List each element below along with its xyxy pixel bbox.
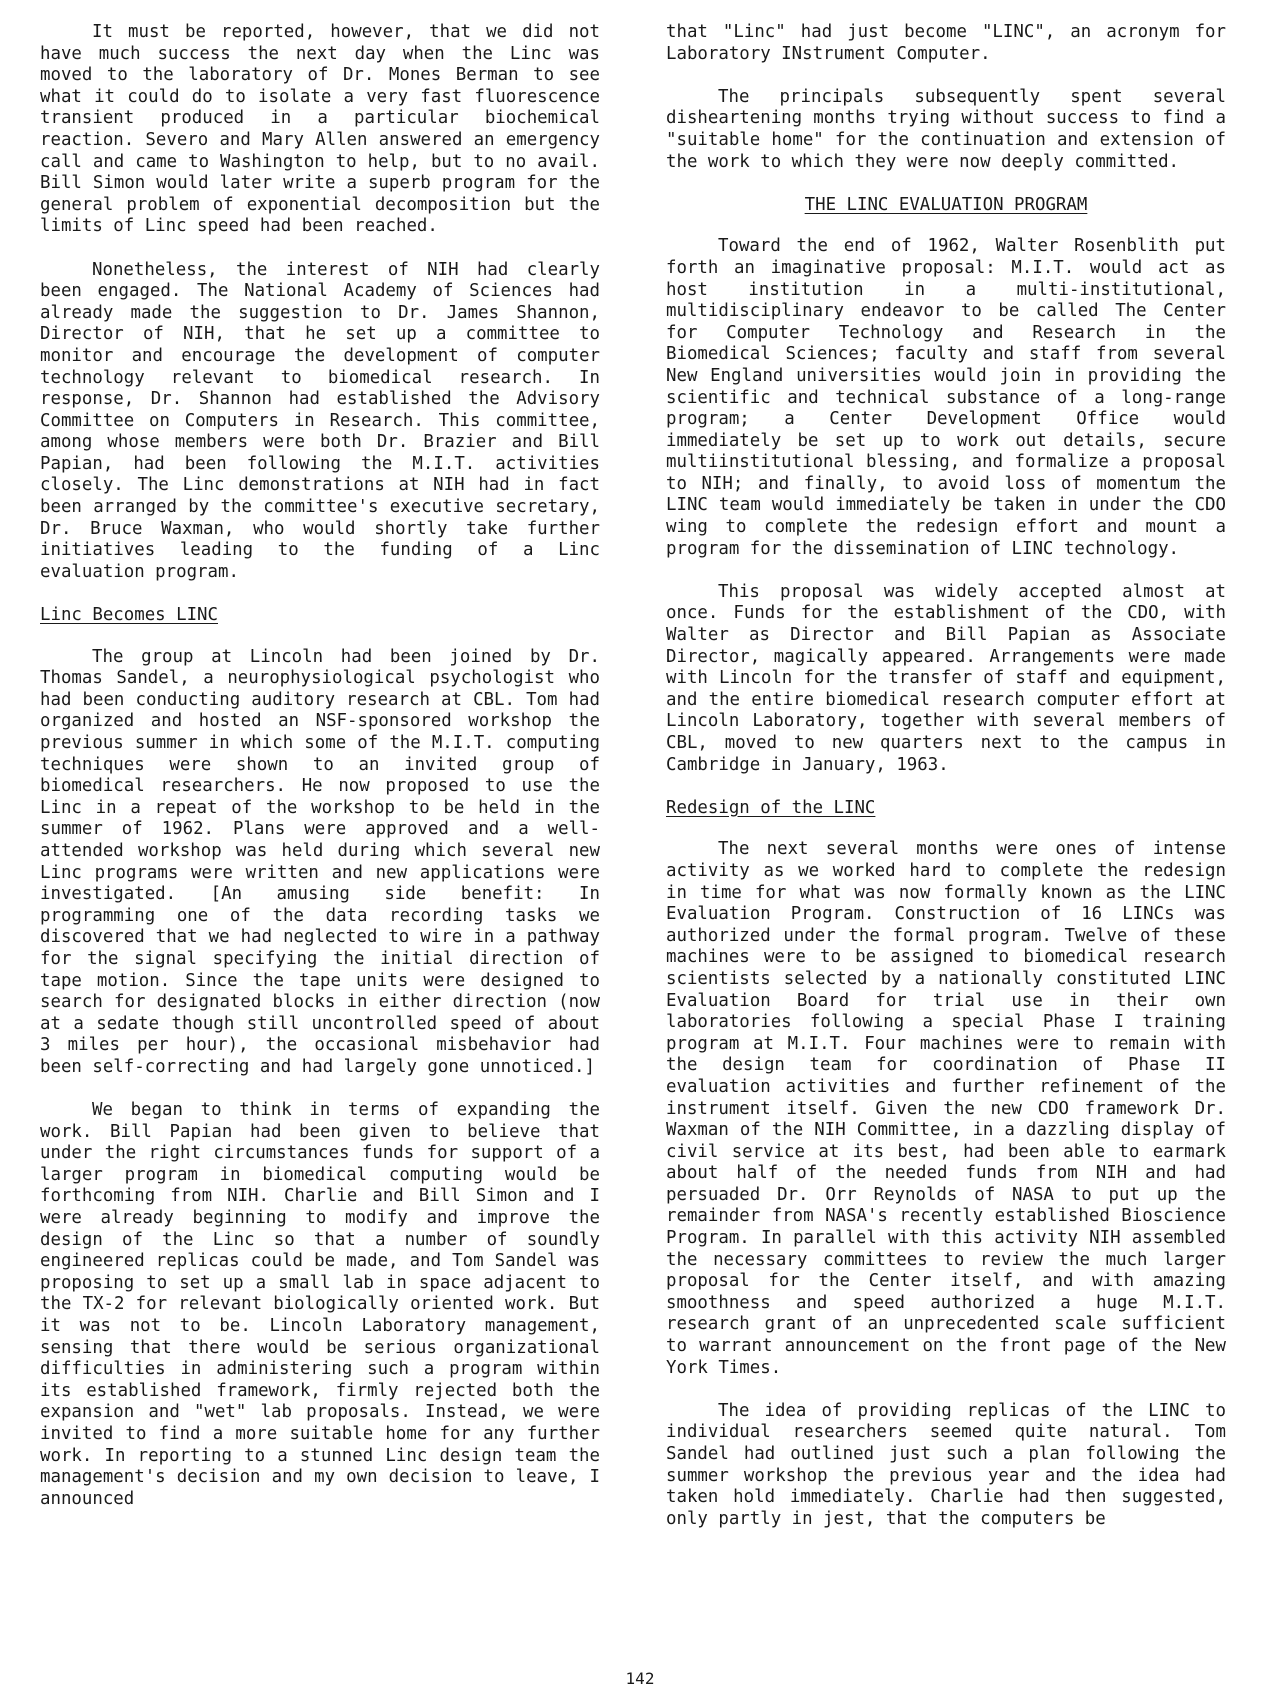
left-paragraph-2: Nonetheless, the interest of NIH had clearly been engaged. The National Academy of Sciences had already made the suggestion to Dr. James Shannon, Director of NIH, that he set up a committee to monitor and encourage the development of computer technology relevant to biomedical research. In response, Dr. Shannon had established the Advisory Committee on Computers in Research. This committee, among whose members were both Dr. Brazier and Bill Papian, had been following the M.I.T. activities closely. The Linc demonstrations at NIH had in fact been arranged by the committee's executive secretary, Dr. Bruce Waxman, who would shortly take further initiatives leading to the funding of a Linc evaluation program. <box>40 259 600 582</box>
page-number: 142 <box>625 1669 655 1688</box>
section-heading-redesign-of-the-linc: Redesign of the LINC <box>666 797 876 818</box>
right-paragraph-2: The principals subsequently spent several disheartening months trying without success to find a "suitable home" for the continuation and extension of the work to which they were now deeply committed. <box>666 86 1226 172</box>
right-column <box>666 22 1226 1552</box>
left-paragraph-1: It must be reported, however, that we did not have much success the next day when the Linc was moved to the laboratory of Dr. Mones Berman to see what it could do to isolate a very fast fluorescence transient produced in a particular biochemical reaction. Severo and Mary Allen answered an emergency call and came to Washington to help, but to no avail. Bill Simon would later write a superb program for the general problem of exponential decomposition but the limits of Linc speed had been reached. <box>40 22 600 237</box>
right-paragraph-3: Toward the end of 1962, Walter Rosenblith put forth an imaginative proposal: M.I.T. would act as host institution in a multi-institutional, multidisciplinary endeavor to be called The Center for Computer Technology and Research in the Biomedical Sciences; faculty and staff from several New England universities would join in providing the scientific and technical substance of a long-range program; a Center Development Office would immediately be set up to work out details, secure multiinstitutional blessing, and formalize a proposal to NIH; and finally, to avoid loss of momentum the LINC team would immediately be taken in under the CDO wing to complete the redesign effort and mount a program for the dissemination of LINC technology. <box>666 236 1226 559</box>
left-column <box>40 22 600 1532</box>
section-heading-linc-becomes-linc: Linc Becomes LINC <box>40 605 218 626</box>
left-paragraph-3: The group at Lincoln had been joined by Dr. Thomas Sandel, a neurophysiological psychologist who had been conducting auditory research at CBL. Tom had organized and hosted an NSF-sponsored workshop the previous summer in which some of the M.I.T. computing techniques were shown to an invited group of biomedical researchers. He now proposed to use the Linc in a repeat of the workshop to be held in the summer of 1962. Plans were approved and a well-attended workshop was held during which several new Linc programs were written and new applications were investigated. [An amusing side benefit: In programming one of the data recording tasks we discovered that we had neglected to wire in a pathway for the signal specifying the initial direction of tape motion. Since the tape units were designed to search for designated blocks in either direction (now at a sedate though still uncontrolled speed of about 3 miles per hour), the occasional misbehavior had been self-correcting and had largely gone unnoticed.] <box>40 646 600 1077</box>
right-paragraph-6: The idea of providing replicas of the LINC to individual researchers seemed quite natural. Tom Sandel had outlined just such a plan following the summer workshop the previous year and the idea had taken hold immediately. Charlie had then suggested, only partly in jest, that the computers be <box>666 1400 1226 1529</box>
right-paragraph-5: The next several months were ones of intense activity as we worked hard to complete the redesign in time for what was now formally known as the LINC Evaluation Program. Construction of 16 LINCs was authorized under the formal program. Twelve of these machines were to be assigned to biomedical research scientists selected by a nationally constituted LINC Evaluation Board for trial use in their own laboratories following a special Phase I training program at M.I.T. Four machines were to remain with the design team for coordination of Phase II evaluation activities and further refinement of the instrument itself. Given the new CDO framework Dr. Waxman of the NIH Committee, in a dazzling display of civil service at its best, had been able to earmark about half of the needed funds from NIH and had persuaded Dr. Orr Reynolds of NASA to put up the remainder from NASA's recently established Bioscience Program. In parallel with this activity NIH assembled the necessary committees to review the much larger proposal for the Center itself, and with amazing smoothness and speed authorized a huge M.I.T. research grant of an unprecedented scale sufficient to warrant announcement on the front page of the New York Times. <box>666 839 1226 1378</box>
section-heading-linc-evaluation-program: THE LINC EVALUATION PROGRAM <box>804 194 1088 215</box>
left-paragraph-4: We began to think in terms of expanding the work. Bill Papian had been given to believe that under the right circumstances funds for support of a larger program in biomedical computing would be forthcoming from NIH. Charlie and Bill Simon and I were already beginning to modify and improve the design of the Linc so that a number of soundly engineered replicas could be made, and Tom Sandel was proposing to set up a small lab in space adjacent to the TX-2 for relevant biologically oriented work. But it was not to be. Lincoln Laboratory management, sensing that there would be serious organizational difficulties in administering such a program within its established framework, firmly rejected both the expansion and "wet" lab proposals. Instead, we were invited to find a more suitable home for any further work. In reporting to a stunned Linc design team the management's decision and my own decision to leave, I announced <box>40 1100 600 1509</box>
right-paragraph-4: This proposal was widely accepted almost at once. Funds for the establishment of the CDO, with Walter as Director and Bill Papian as Associate Director, magically appeared. Arrangements were made with Lincoln for the transfer of staff and equipment, and the entire biomedical research computer effort at Lincoln Laboratory, together with several members of CBL, moved to new quarters next to the campus in Cambridge in January, 1963. <box>666 581 1226 775</box>
right-paragraph-1: that "Linc" had just become "LINC", an acronym for Laboratory INstrument Computer. <box>666 22 1226 64</box>
